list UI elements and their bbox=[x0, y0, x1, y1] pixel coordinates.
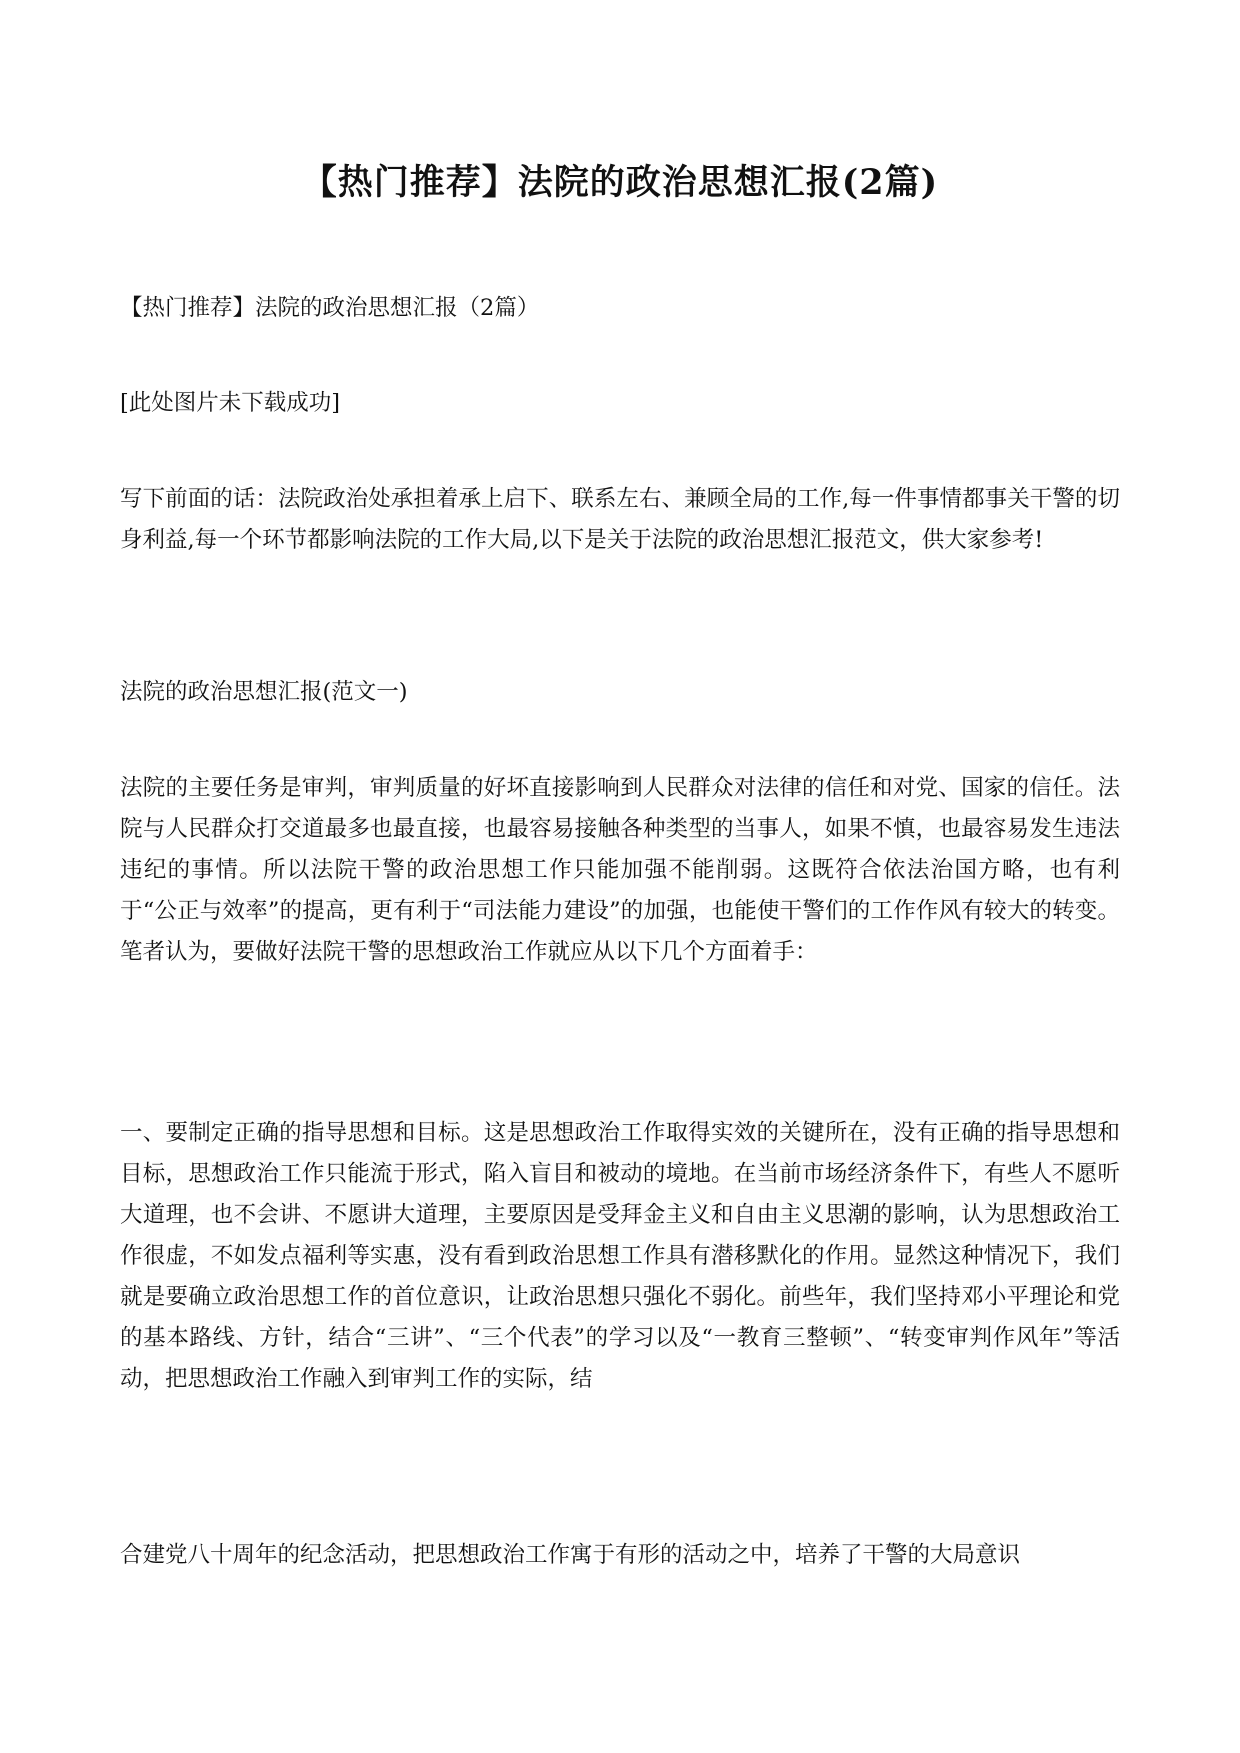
body-paragraph: 合建党八十周年的纪念活动，把思想政治工作寓于有形的活动之中，培养了干警的大局意识 bbox=[120, 1542, 1021, 1568]
document-subtitle: 【热门推荐】法院的政治思想汇报（2篇） bbox=[120, 295, 540, 321]
body-paragraph: 一、要制定正确的指导思想和目标。这是思想政治工作取得实效的关键所在，没有正确的指导思想和目标，思想政治工作只能流于形式，陷入盲目和被动的境地。在当前市场经济条件下，有些人不愿听大道理，也不会讲、不愿讲大道理，主要原因是受拜金主义和自由主义思潮的影响，认为思想政治工作很虚，不如发点福利等实惠，没有看到政治思想工作具有潜移默化的作用。显然这种情况下，我们就是要确立政治思想工作的首位意识，让政治思想只强化不弱化。前些年，我们坚持邓小平理论和党的基本路线、方针，结合“三讲”、“三个代表”的学习以及“一教育三整顿”、“转变审判作风年”等活动，把思想政治工作融入到审判工作的实际，结 bbox=[120, 1120, 1120, 1392]
missing-image-placeholder: [此处图片未下载成功] bbox=[120, 390, 341, 416]
section-heading: 法院的政治思想汇报(范文一) bbox=[120, 679, 408, 705]
intro-paragraph: 写下前面的话：法院政治处承担着承上启下、联系左右、兼顾全局的工作,每一件事情都事关干警的切身利益,每一个环节都影响法院的工作大局,以下是关于法院的政治思想汇报范文，供大家参考! bbox=[120, 486, 1120, 553]
document-title: 【热门推荐】法院的政治思想汇报(2篇) bbox=[301, 162, 939, 203]
body-paragraph: 法院的主要任务是审判，审判质量的好坏直接影响到人民群众对法律的信任和对党、国家的信任。法院与人民群众打交道最多也最直接，也最容易接触各种类型的当事人，如果不慎，也最容易发生违法违纪的事情。所以法院干警的政治思想工作只能加强不能削弱。这既符合依法治国方略，也有利于“公正与效率”的提高，更有利于“司法能力建设”的加强，也能使干警们的工作作风有较大的转变。笔者认为，要做好法院干警的思想政治工作就应从以下几个方面着手： bbox=[120, 775, 1120, 965]
